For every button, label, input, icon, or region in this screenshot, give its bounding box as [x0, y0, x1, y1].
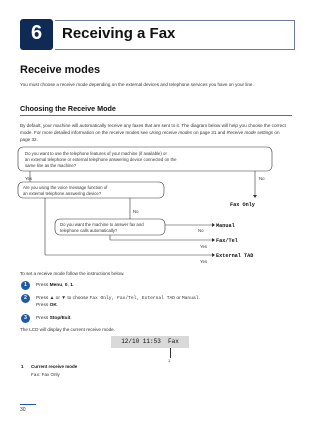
label-q1-no: No [259, 176, 265, 181]
subsection-title: Choosing the Receive Mode [20, 104, 116, 113]
key-menu: Menu [49, 283, 63, 288]
note-number: 1 [21, 364, 24, 369]
step-2-badge: 2 [21, 294, 30, 303]
section-title: Receive modes [20, 64, 101, 76]
arrowhead-fax-tel [212, 238, 215, 242]
arrowhead-external-tad [212, 253, 215, 257]
key-ok: OK [49, 303, 57, 308]
question-3-line-2: telephone calls automatically? [60, 228, 118, 233]
link-receive-mode-settings[interactable]: Receive mode settings [226, 130, 274, 135]
step-3-badge: 3 [21, 314, 30, 323]
mode-fax-tel: Fax/Tel [216, 238, 238, 244]
arrowhead-manual [212, 223, 215, 227]
chapter-number: 6 [30, 22, 43, 44]
label-q3-yes: Yes [200, 244, 208, 249]
question-1-line-2: an external telephone or external telephone answering device connected on the [25, 157, 177, 162]
label-q1-yes: Yes [25, 176, 33, 181]
lcd-callout-number: 1 [168, 358, 171, 363]
arrowhead-q1-no [253, 195, 257, 198]
key-1: 1 [70, 283, 73, 288]
mode-option-manual: Manual [181, 296, 199, 301]
label-q2-no: No [133, 209, 139, 214]
lcd-description: The LCD will display the current receive mode. [20, 327, 115, 332]
paragraph-end: on page 32. [20, 130, 280, 142]
note-title: Current receive mode [31, 364, 78, 369]
mode-options: Fax Only, Fax/Tel, External TAD [89, 296, 175, 301]
page-number-rule [20, 404, 36, 405]
paragraph-mid: on page 31 and [193, 130, 226, 135]
link-using-receive-modes[interactable]: Using receive modes [149, 130, 193, 135]
chapter-title: Receiving a Fax [62, 25, 176, 42]
question-2-line-2: an external telephone answering device? [23, 191, 102, 196]
paragraph-main: By default, your machine will automatically receive any faxes that are sent to it. The diagram below will help you choose the correct mode. For more detailed information on the receive modes see [20, 123, 286, 135]
note-code: Fax [31, 373, 40, 378]
step-1-text: Press Menu, 0, 1. [36, 283, 75, 288]
question-1-line-1: Do you want to use the telephone features of your machine (if available) or [25, 151, 167, 156]
label-q2-yes: Yes [200, 259, 208, 264]
step-2-text: Press ▲ or ▼ to choose Fax Only, Fax/Tel, External TAD or Manual. [36, 296, 200, 301]
question-2-line-1: Are you using the voice message function of [23, 185, 108, 190]
instructions-lead: To set a receive mode follow the instructions below. [20, 271, 125, 276]
page-number: 30 [20, 407, 26, 413]
note-text: Fax: Fax Only [31, 372, 60, 378]
label-q3-no: No [198, 228, 204, 233]
step-2-line-2: Press OK. [36, 303, 59, 308]
lcd-display: 12/10 11:53 Fax [111, 336, 189, 348]
lcd-callout-line [170, 348, 171, 358]
mode-fax-only: Fax Only [230, 202, 255, 208]
mode-manual: Manual [216, 223, 235, 229]
key-stop-exit: Stop/Exit [49, 316, 71, 321]
mode-external-tad: External TAD [216, 253, 254, 259]
question-1-line-3: same line as the machine? [25, 163, 77, 168]
key-0: 0 [64, 283, 68, 288]
question-3-line-1: Do you want the machine to answer fax and [60, 222, 144, 227]
step-1-badge: 1 [21, 281, 30, 290]
section-intro: You must choose a receive mode depending on the external devices and telephone services you have on your line. [20, 82, 254, 87]
step-3-text: Press Stop/Exit. [36, 316, 72, 321]
